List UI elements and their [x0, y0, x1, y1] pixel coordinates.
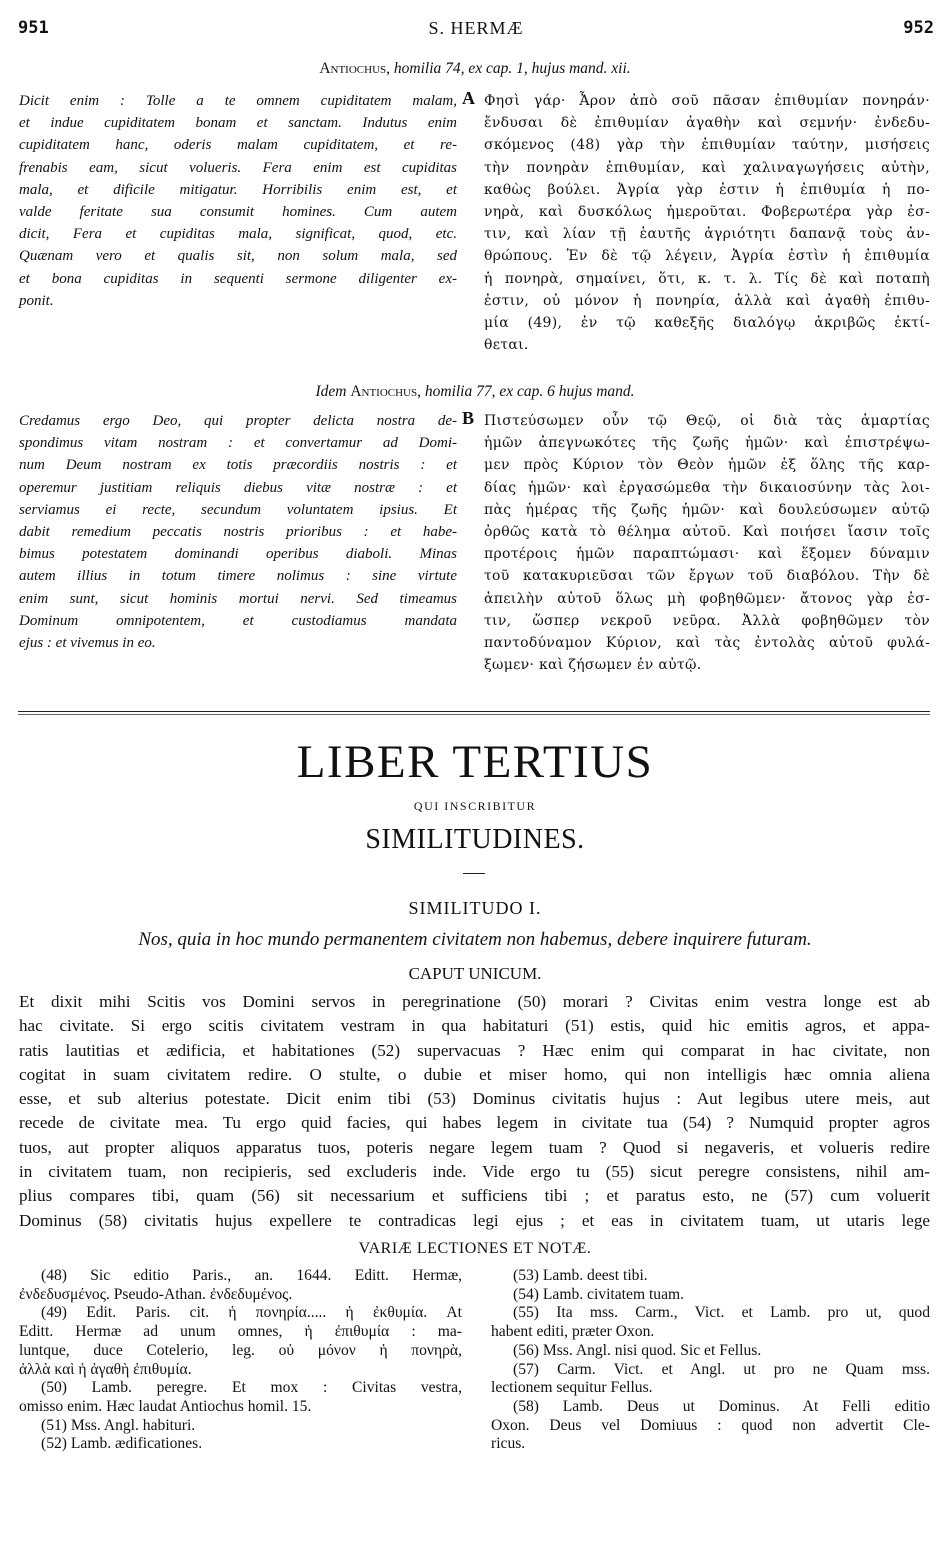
- latin-column-1: [19, 90, 457, 312]
- body-text: [19, 990, 930, 1233]
- footnote: [19, 1267, 462, 1304]
- latin-line: autem illius in totum timere nolimus : sine virtute: [19, 568, 457, 585]
- greek-line: προτέροις ἡμῶν παραπτώμασι· καὶ ἕξομεν δύναμιν: [484, 546, 930, 563]
- greek-line: τιν, ὥσπερ νεκροῦ νεῦρα. Ἀλλὰ φοβηθῶμεν τὸν: [484, 612, 930, 629]
- greek-line: τὴν πονηρὰν ἐπιθυμίαν, καὶ χαλιναγωγήσεις αὐτὴν,: [484, 159, 930, 176]
- latin-line: et indue cupiditatem bonam et sanctam. Indutus enim: [19, 115, 457, 132]
- section-rule-thin: [18, 714, 930, 715]
- greek-line: πὰς ἡμέρας τῆς ζωῆς ἡμῶν· καὶ δουλεύσωμεν αὐτῷ: [484, 501, 930, 518]
- greek-line: θρώπους. Ἐν δὲ τῷ λέγειν, Ἀγρία ἐστὶν ἡ ἐπιθυμία: [484, 248, 930, 265]
- footnote-line: (57) Carm. Vict. et Angl. ut pro ne Quam mss.: [513, 1360, 930, 1378]
- greek-line: τιν, καὶ λίαν τῇ ἑαυτῆς ἀγριότητι δαπανᾷ τοὺς ἀν-: [484, 226, 930, 243]
- margin-mark-b: B: [462, 408, 475, 428]
- footnote-line: (58) Lamb. Deus ut Dominus. At Felli editio: [513, 1397, 930, 1415]
- greek-column-1: [484, 90, 930, 356]
- greek-line: νηρὰ, καὶ δυσκόλως ἡμεροῦται. Φοβερωτέρα γὰρ ἐσ-: [484, 204, 930, 221]
- section-rule: [18, 711, 930, 712]
- greek-column-2: [484, 410, 930, 676]
- footnote-line: (56) Mss. Angl. nisi quod. Sic et Fellus.: [513, 1341, 762, 1359]
- footnote-line: habent editi, præter Oxon.: [491, 1323, 655, 1341]
- footnote-line: (55) Ita mss. Carm., Vict. et Lamb. pro ut, quod: [513, 1304, 930, 1322]
- greek-line: θεται.: [484, 337, 529, 354]
- greek-line: μία (49), ἐν τῷ καθεξῆς διαλόγῳ ἀκριβῶς ἐκτί-: [484, 315, 930, 332]
- footnote-line: Oxon. Deus vel Domiuus : quod non advertit Cle-: [491, 1416, 930, 1434]
- latin-line: Credamus ergo Deo, qui propter delicta nostra de-: [19, 413, 457, 429]
- greek-line: τοῦ κατακυριεῦσαι τῶν ἔργων τοῦ διαβόλου. Τὴν δὲ: [484, 568, 930, 585]
- latin-line: ejus : et vivemus in eo.: [19, 635, 156, 652]
- greek-line: ἡμῶν ἀπεγνωκότες τῆς ζωῆς ἡμῶν· καὶ ἐπιστρέψω-: [484, 435, 930, 452]
- source-author: Antiochus,: [319, 60, 391, 77]
- greek-line: ξωμεν· καὶ ζήσωμεν ἐν αὐτῷ.: [484, 657, 702, 674]
- greek-line: ὀρθῶς κατὰ τὸ θέλημα αὐτοῦ. Καὶ ποιήσει ἴασιν τοῖς: [484, 524, 930, 541]
- body-line: hac civitate. Si ergo scitis civitatem vestram in qua habitaturi (51) estis, quid hic emitis agros, et appa-: [19, 1016, 930, 1036]
- page-number-left: 951: [18, 18, 49, 38]
- body-line: plius compares tibi, quam (56) sit necessarium et sufficiens tibi ; et paratus esto, ne (57) cum voluerit: [19, 1186, 930, 1206]
- body-line: esse, et sub alterius potestate. Dicit enim tibi (53) Dominus civitatis hujus : Aut legibus utere meis, aut: [19, 1089, 930, 1109]
- footnote-line: (51) Mss. Angl. habituri.: [41, 1416, 196, 1434]
- latin-line: operemur justitiam reliquis diebus vitæ nostræ : et: [19, 479, 457, 496]
- running-head: [18, 18, 934, 46]
- body-line: cogitat in suam civitatem redire. O stulte, o dubie et miser homo, qui non intelligis hæc omnia aliena: [19, 1064, 930, 1084]
- latin-line: ponit.: [19, 292, 54, 309]
- body-line: tuos, aut propter aliquos apparatus tuos, poteris negare legem tuam ? Quod si negaveris, et volueris redire: [19, 1137, 930, 1157]
- footnote-line: luntque, duce Cotelerio, leg. οὐ μόνον ἡ πονηρὰ,: [19, 1341, 462, 1359]
- page-number-right: 952: [903, 18, 934, 38]
- footnote-line: (52) Lamb. ædificationes.: [41, 1435, 203, 1453]
- source-ref-2: homilia 77, ex cap. 6 hujus mand.: [424, 383, 635, 400]
- notes-left-column: [19, 1267, 462, 1454]
- greek-line: σκόμενος (48) γὰρ τὴν ἐπιθυμίαν ταύτην, μισήσεις: [484, 137, 930, 154]
- argument-line: Nos, quia in hoc mundo permanentem civitatem non habemus, debere inquirere futuram.: [138, 929, 812, 950]
- margin-mark-a: A: [462, 88, 475, 108]
- latin-line: bimus potestatem dominandi operibus diaboli. Minas: [19, 546, 457, 563]
- book-title: LIBER TERTIUS: [296, 736, 654, 788]
- source-line-2: [0, 383, 950, 401]
- greek-line: ἐστιν, οὐ μόνον ἡ πονηρία, ἀλλὰ καὶ ἀγαθὴ ἐπιθυ-: [484, 292, 930, 309]
- latin-line: Quænam vero et qualis sit, non solum mala, sed: [19, 248, 457, 265]
- latin-line: enim sunt, sicut hominis mortui nervi. Sed timeamus: [19, 590, 457, 607]
- body-line: recede de civitate mea. Tu ergo quid facies, qui habes legem in civitate tua (54) ? Numquid propter agros: [19, 1113, 930, 1133]
- source-line-1: [0, 60, 950, 78]
- footnote-line: (48) Sic editio Paris., an. 1644. Editt. Hermæ,: [41, 1267, 462, 1284]
- latin-line: Dominum omnipotentem, et custodiamus mandata: [19, 612, 457, 629]
- book-subtitle: QUI INSCRIBITUR: [413, 799, 537, 813]
- latin-line: cupiditatem hanc, oderis malam cupiditatem, et re-: [19, 137, 457, 154]
- footnote: [491, 1342, 930, 1361]
- latin-line: Dicit enim : Tolle a te omnem cupiditatem malam,: [19, 93, 457, 109]
- latin-line: spondimus vitam nostram : et convertamur ad Domi-: [19, 435, 457, 452]
- greek-line: Φησὶ γάρ· Ἆρον ἀπὸ σοῦ πᾶσαν ἐπιθυμίαν πονηράν·: [484, 93, 930, 109]
- footnote-line: (54) Lamb. civitatem tuam.: [513, 1285, 685, 1303]
- latin-line: dabit remedium peccatis nostris prioribus : et habe-: [19, 524, 457, 541]
- latin-line: et bona cupiditas in sequenti sermone diligenter ex-: [19, 270, 457, 287]
- footnote: [19, 1417, 462, 1436]
- greek-line: μεν πρὸς Κύριον τὸν Θεὸν ἡμῶν ἐξ ὅλης τῆς καρ-: [484, 457, 930, 474]
- footnote-line: (50) Lamb. peregre. Et mox : Civitas vestra,: [41, 1379, 462, 1397]
- running-title: S. HERMÆ: [428, 18, 524, 38]
- footnote-line: Editt. Hermæ ad unum omnes, ἡ ἐπιθυμία : ma-: [19, 1323, 462, 1341]
- footnote-line: ἀλλὰ καὶ ἡ ἀγαθὴ ἐπιθυμία.: [19, 1360, 192, 1378]
- footnote: [19, 1304, 462, 1379]
- body-line: in civitatem tuam, non recipieris, sed excluderis inde. Vide ergo tu (55) sicut peregre consistens, nihil am-: [19, 1162, 930, 1182]
- body-line: Dominus (58) civitatis hujus expellere te contradicas legi ejus ; et eas in civitatem tuam, ut utaris lege: [19, 1210, 930, 1230]
- footnote-line: (49) Edit. Paris. cit. ἡ πονηρία..... ἡ ἐκθυμία. At: [41, 1304, 462, 1322]
- book-name: SIMILITUDINES.: [365, 824, 585, 855]
- body-line: Et dixit mihi Scitis vos Domini servos in peregrinatione (50) morari ? Civitas enim vestra longe est ab: [19, 992, 930, 1011]
- source-author-2: Antiochus,: [350, 383, 421, 400]
- footnote-line: (53) Lamb. deest tibi.: [513, 1267, 648, 1284]
- footnote-line: ἐνδεδυσμένος. Pseudo-Athan. ἐνδεδυμένος.: [19, 1285, 293, 1303]
- greek-line: Πιστεύσωμεν οὖν τῷ Θεῷ, οἱ διὰ τὰς ἁμαρτίας: [484, 413, 930, 429]
- latin-line: frenabis eam, sicut volueris. Fera enim est cupiditas: [19, 159, 457, 176]
- footnote: [491, 1267, 930, 1286]
- greek-line: παντοδύναμον Κύριον, καὶ τὰς ἐντολὰς αὐτοῦ φυλά-: [484, 635, 930, 652]
- source-ref: homilia 74, ex cap. 1, hujus mand. xii.: [393, 60, 631, 77]
- caput-heading: CAPUT UNICUM.: [408, 964, 542, 983]
- greek-line: δίας ἡμῶν· καὶ ἐργασώμεθα τὴν δικαιοσύνην τὰς λοι-: [484, 479, 930, 496]
- latin-line: num Deum nostram ex totis præcordiis nostris : et: [19, 457, 457, 474]
- latin-line: serviamus ei recte, secundum voluntatem ipsius. Et: [19, 501, 457, 518]
- source-pre: Idem: [315, 383, 347, 400]
- footnote: [491, 1286, 930, 1305]
- similitudo-heading: SIMILITUDO I.: [408, 898, 542, 918]
- footnote: [19, 1379, 462, 1416]
- greek-line: ἀπειλὴν αὐτοῦ ὅλως μὴ φοβηθῶμεν· ἄτονος γὰρ ἐσ-: [484, 590, 930, 607]
- latin-line: dicit, Fera et cupiditas mala, significat, quod, etc.: [19, 226, 457, 243]
- footnote: [19, 1435, 462, 1454]
- latin-column-2: [19, 410, 457, 654]
- footnote-line: omisso enim. Hæc laudat Antiochus homil. 15.: [19, 1397, 312, 1415]
- footnote-line: ricus.: [491, 1435, 526, 1453]
- latin-line: mala, et dificile mitigatur. Horribilis enim est, et: [19, 181, 457, 198]
- footnote: [491, 1361, 930, 1398]
- short-rule: [463, 873, 485, 874]
- greek-line: ἡ πονηρὰ, σημαίνει, ὅτι, κ. τ. λ. Τίς δὲ καὶ ποταπὴ: [484, 270, 930, 287]
- notes-heading: VARIÆ LECTIONES ET NOTÆ.: [358, 1240, 592, 1257]
- footnote-line: lectionem sequitur Fellus.: [491, 1379, 653, 1397]
- footnote: [491, 1304, 930, 1341]
- greek-line: καθὼς βούλει. Ἀγρία γὰρ ἐστιν ἡ ἐπιθυμία ἡ πο-: [484, 181, 930, 198]
- latin-line: valde feritate sua consumit homines. Cum autem: [19, 204, 457, 221]
- body-line: ratis lautitias et ædificia, et habitationes (52) supervacuas ? Hæc enim qui comparat in hac civitate, non: [19, 1040, 930, 1060]
- footnote: [491, 1398, 930, 1454]
- greek-line: ἔνδυσαι δὲ ἐπιθυμίαν ἀγαθὴν καὶ σεμνήν· ἐνδεδυ-: [484, 115, 930, 132]
- notes-right-column: [491, 1267, 930, 1454]
